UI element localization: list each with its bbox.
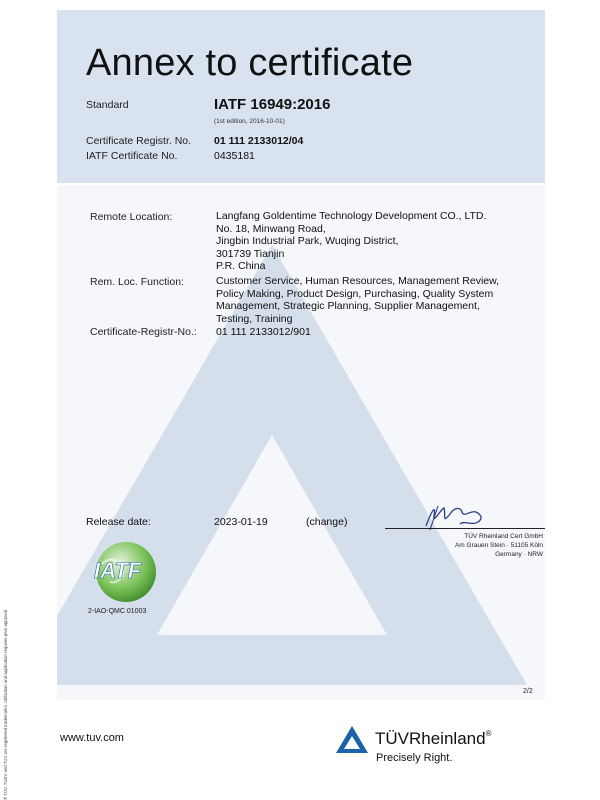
address-line: Langfang Goldentime Technology Development CO., LTD. — [216, 210, 487, 222]
issuer-block — [455, 532, 543, 559]
tuv-reg-mark: ® — [485, 729, 492, 738]
issuer-address: Am Grauen Stein · 51105 Köln — [454, 542, 543, 549]
function-label: Rem. Loc. Function: — [90, 276, 184, 288]
iatf-logo-text: IATF — [94, 558, 142, 583]
page-number: 2/2 — [523, 688, 533, 695]
release-date-value: 2023-01-19 — [214, 516, 268, 528]
iatf-code: 2-IAO-QMC 01003 — [88, 608, 147, 615]
remote-location-value — [216, 210, 486, 273]
edition-note: (1st edition, 2016-10-01) — [214, 118, 285, 125]
function-line: Policy Making, Product Design, Purchasing, Quality System — [216, 287, 494, 300]
address-line: Jingbin Industrial Park, Wuqing District, — [216, 235, 399, 247]
function-line: Management, Strategic Planning, Supplier Management, — [216, 300, 480, 312]
address-line: P.R. China — [216, 260, 266, 272]
address-line: 301739 Tianjin — [216, 247, 285, 260]
issuer-region: Germany · NRW — [495, 551, 543, 558]
tuv-triangle-icon — [335, 724, 369, 754]
page-title: Annex to certificate — [86, 42, 414, 84]
tuv-brand — [375, 729, 491, 749]
remote-location-label: Remote Location: — [90, 211, 173, 223]
function-value — [216, 275, 499, 325]
iatf-cert-label: IATF Certificate No. — [86, 150, 178, 162]
remote-registr-label: Certificate-Registr-No.: — [90, 326, 197, 338]
function-line: Testing, Training — [216, 312, 293, 325]
standard-label: Standard — [86, 99, 129, 111]
issuer-name: TÜV Rheinland Cert GmbH — [464, 533, 543, 540]
release-change-note: (change) — [306, 516, 348, 528]
standard-value: IATF 16949:2016 — [214, 96, 331, 113]
registr-value: 01 111 2133012/04 — [214, 135, 304, 147]
release-date-label: Release date: — [86, 516, 151, 528]
function-line: Customer Service, Human Resources, Management Review, — [216, 275, 500, 287]
signature-line — [385, 528, 545, 529]
iatf-logo-icon — [88, 538, 168, 606]
website-link[interactable]: www.tuv.com — [60, 732, 124, 744]
remote-registr-value: 01 111 2133012/901 — [216, 326, 311, 338]
tuv-brand-name: TÜVRheinland — [375, 729, 486, 748]
tuv-slogan: Precisely Right. — [376, 752, 453, 764]
address-line: No. 18, Minwang Road, — [216, 222, 326, 235]
iatf-cert-value: 0435181 — [214, 150, 255, 162]
registr-label: Certificate Registr. No. — [86, 135, 192, 147]
trademark-note: ® TÜV, TUEV and TUV are registered trademarks. Utilisation and application requires prior approval. — [3, 608, 8, 800]
